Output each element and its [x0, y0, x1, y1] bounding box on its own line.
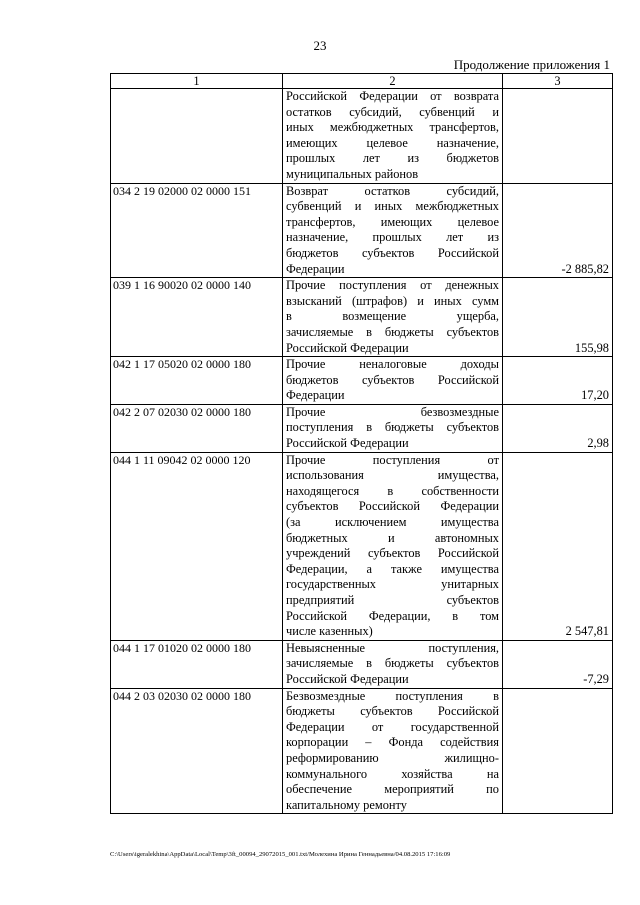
table-header-row	[111, 74, 613, 89]
table-row	[111, 278, 613, 357]
budget-code-cell: 044 1 17 01020 02 0000 180	[111, 640, 283, 688]
description-line: Федерации, а также имущества	[286, 561, 499, 576]
table-row	[111, 89, 613, 184]
amount-cell: -7,29	[503, 640, 613, 688]
description-line: Российской Федерации	[286, 671, 409, 686]
description-line: Прочие поступления от	[286, 452, 499, 467]
description-line: Российской Федерации, в том	[286, 608, 499, 623]
description-line: субвенций и иных межбюджетных	[286, 199, 499, 214]
budget-code-cell: 039 1 16 90020 02 0000 140	[111, 278, 283, 357]
description-line: государственных унитарных	[286, 577, 499, 592]
description-line: прошлых лет из бюджетов	[286, 151, 499, 166]
budget-code-cell: 044 2 03 02030 02 0000 180	[111, 688, 283, 814]
page-number: 23	[313, 38, 327, 53]
column-header-2: 2	[283, 74, 503, 89]
budget-code-cell: 042 1 17 05020 02 0000 180	[111, 357, 283, 405]
description-line: Невыясненные поступления,	[286, 640, 499, 655]
amount-cell: 155,98	[503, 278, 613, 357]
description-line: субъектов Российской Федерации	[286, 499, 499, 514]
description-line: в возмещение ущерба,	[286, 309, 499, 324]
table-row	[111, 183, 613, 278]
description-line: бюджетов субъектов Российской	[286, 245, 499, 260]
description-line: муниципальных районов	[286, 166, 419, 181]
description-line: назначение, прошлых лет из	[286, 230, 499, 245]
description-line: Возврат остатков субсидий,	[286, 183, 499, 198]
table-row	[111, 357, 613, 405]
description-cell	[283, 278, 503, 357]
description-line: Федерации	[286, 261, 345, 276]
amount-cell: 17,20	[503, 357, 613, 405]
table-row	[111, 688, 613, 814]
description-line: Российской Федерации	[286, 340, 409, 355]
description-line: капитальному ремонту	[286, 797, 407, 812]
description-cell	[283, 452, 503, 640]
description-line: остатков субсидий, субвенций и	[286, 104, 499, 119]
description-line: обеспечение мероприятий по	[286, 782, 499, 797]
description-line: использования имущества,	[286, 468, 499, 483]
description-cell	[283, 357, 503, 405]
description-line: находящегося в собственности	[286, 483, 499, 498]
description-cell	[283, 640, 503, 688]
table-row	[111, 640, 613, 688]
description-line: (за исключением имущества	[286, 515, 499, 530]
description-line: взысканий (штрафов) и иных сумм	[286, 293, 499, 308]
amount-cell: 2 547,81	[503, 452, 613, 640]
budget-code-cell: 044 1 11 09042 02 0000 120	[111, 452, 283, 640]
description-line: Российской Федерации от возврата	[286, 89, 499, 103]
description-line: корпорации – Фонда содействия	[286, 735, 499, 750]
description-line: бюджеты субъектов Российской	[286, 704, 499, 719]
description-line: трансфертов, имеющих целевое	[286, 214, 499, 229]
budget-code-cell: 042 2 07 02030 02 0000 180	[111, 404, 283, 452]
description-line: зачисляемые в бюджеты субъектов	[286, 324, 499, 339]
description-line: предприятий субъектов	[286, 593, 499, 607]
description-line: Безвозмездные поступления в	[286, 688, 499, 703]
description-cell	[283, 688, 503, 814]
description-line: коммунального хозяйства на	[286, 766, 499, 781]
amount-cell: -2 885,82	[503, 183, 613, 278]
description-line: числе казенных)	[286, 624, 373, 639]
description-line: поступления в бюджеты субъектов	[286, 420, 499, 435]
description-line: Прочие безвозмездные	[286, 404, 499, 419]
column-header-1: 1	[111, 74, 283, 89]
amount-cell	[503, 688, 613, 814]
description-line: Федерации	[286, 388, 345, 403]
budget-code-cell: 034 2 19 02000 02 0000 151	[111, 183, 283, 278]
table-row	[111, 452, 613, 640]
description-line: Прочие поступления от денежных	[286, 278, 499, 293]
file-path-footer: C:\Users\igeralekhina\AppData\Local\Temp\3ft_00094_29072015_001.txt/Молехина Ирина Геннадьевна/04.08.2015 17:16:09	[110, 851, 451, 858]
description-line: иных межбюджетных трансфертов,	[286, 120, 499, 135]
description-line: бюджетных и автономных	[286, 530, 499, 545]
description-line: Федерации от государственной	[286, 719, 499, 734]
amount-cell: 2,98	[503, 404, 613, 452]
revenue-table	[110, 73, 613, 814]
description-line: зачисляемые в бюджеты субъектов	[286, 656, 499, 671]
description-line: учреждений субъектов Российской	[286, 546, 499, 561]
amount-cell	[503, 89, 613, 184]
description-line: Прочие неналоговые доходы	[286, 357, 499, 372]
description-cell	[283, 89, 503, 184]
continuation-label: Продолжение приложения 1	[453, 57, 610, 72]
column-header-3: 3	[503, 74, 613, 89]
description-cell	[283, 183, 503, 278]
description-cell	[283, 404, 503, 452]
budget-code-cell	[111, 89, 283, 184]
description-line: Российской Федерации	[286, 436, 409, 451]
description-line: бюджетов субъектов Российской	[286, 372, 499, 387]
description-line: реформированию жилищно-	[286, 750, 499, 765]
description-line: имеющих целевое назначение,	[286, 135, 499, 150]
table-row	[111, 404, 613, 452]
